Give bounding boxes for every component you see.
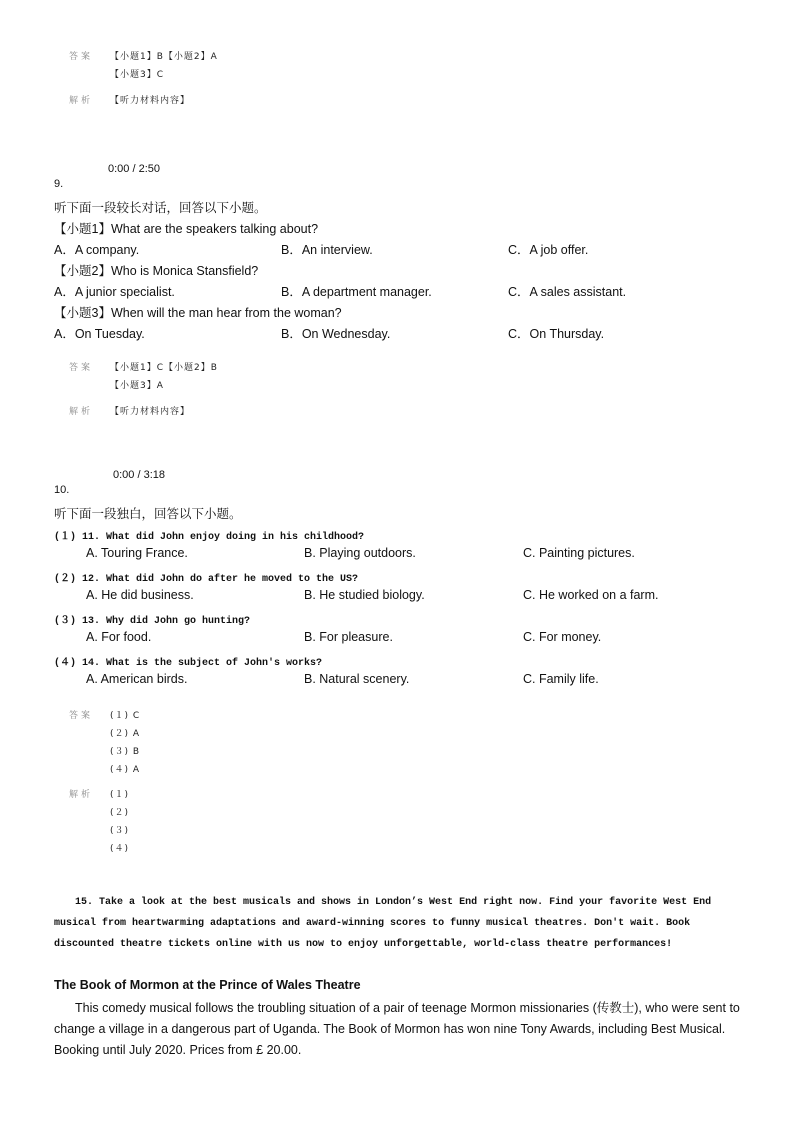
option-b: B. Natural scenery. <box>304 672 410 686</box>
question-instruction: 听下面一段较长对话，回答以下小题。 <box>54 201 267 215</box>
option-a: A. He did business. <box>86 588 194 602</box>
answer-line: 【小题3】A <box>110 381 164 391</box>
section-paragraph: This comedy musical follows the troubling situation of a pair of teenage Mormon missionaries (传教士), who were sent to change a village in a dangerous part of Uganda. The Book of Mormon has won nine Tony Awards, including Best Musical. Booking until July 2020. Prices from £ 20.00. <box>54 1001 740 1057</box>
option-c: C. Painting pictures. <box>523 546 635 560</box>
analysis-label: 解析 <box>69 96 94 106</box>
passage-intro-line: discounted theatre tickets online with us now to enjoy unforgettable, world-class theatre performances! <box>54 939 673 950</box>
analysis-line: (１) <box>110 790 130 800</box>
answer-line: (２) A <box>110 729 141 739</box>
sub-question-prompt: (１) 11. What did John enjoy doing in his childhood? <box>54 532 365 543</box>
analysis-line: (３) <box>110 826 130 836</box>
analysis-line: (４) <box>110 844 130 854</box>
option-a: A. Touring France. <box>86 546 188 560</box>
option-c: C. He worked on a farm. <box>523 588 659 602</box>
option-b: B. Playing outdoors. <box>304 546 416 560</box>
audio-player-time[interactable]: 0:00 / 3:18 <box>113 469 165 481</box>
answer-line: 【小题1】C【小题2】B <box>110 363 218 373</box>
option-a: A．A company. <box>54 243 140 257</box>
analysis-label: 解析 <box>69 407 94 417</box>
option-a: A. American birds. <box>86 672 188 686</box>
answer-line: (１) C <box>110 711 141 721</box>
passage-intro-line: 15. Take a look at the best musicals and shows in London’s West End right now. Find your favorite West End <box>75 897 712 908</box>
sub-question-prompt: 【小题2】Who is Monica Stansfield? <box>54 264 259 278</box>
answer-label: 答案 <box>69 52 94 62</box>
option-c: C．A sales assistant. <box>508 285 627 299</box>
analysis-label: 解析 <box>69 790 94 800</box>
answer-line: 【小题3】C <box>110 70 165 80</box>
passage-intro-line: musical from heartwarming adaptations and award-winning scores to funny musical theatres. Don't wait. Book <box>54 918 691 929</box>
sub-question-prompt: (２) 12. What did John do after he moved to the US? <box>54 574 359 585</box>
answer-line: (４) A <box>110 765 141 775</box>
answer-label: 答案 <box>69 363 94 373</box>
option-a: A. For food. <box>86 630 152 644</box>
sub-question-prompt: (３) 13. Why did John go hunting? <box>54 616 251 627</box>
option-b: B. He studied biology. <box>304 588 425 602</box>
option-c: C. Family life. <box>523 672 599 686</box>
question-number: 9. <box>54 178 64 190</box>
option-a: A．A junior specialist. <box>54 285 175 299</box>
option-b: B．A department manager. <box>281 285 432 299</box>
option-c: C．On Thursday. <box>508 327 605 341</box>
option-c: C．A job offer. <box>508 243 589 257</box>
option-a: A．On Tuesday. <box>54 327 145 341</box>
option-b: B．On Wednesday. <box>281 327 391 341</box>
answer-line: (３) B <box>110 747 141 757</box>
sub-question-prompt: 【小题1】What are the speakers talking about? <box>54 222 319 236</box>
question-instruction: 听下面一段独白，回答以下小题。 <box>54 507 242 521</box>
question-number: 10. <box>54 484 70 496</box>
option-b: B．An interview. <box>281 243 373 257</box>
answer-label: 答案 <box>69 711 94 721</box>
analysis-line: (２) <box>110 808 130 818</box>
sub-question-prompt: 【小题3】When will the man hear from the woman? <box>54 306 342 320</box>
audio-player-time[interactable]: 0:00 / 2:50 <box>108 163 160 175</box>
sub-question-prompt: (４) 14. What is the subject of John's works? <box>54 658 323 669</box>
analysis-line: 【听力材料内容】 <box>110 407 191 417</box>
option-b: B. For pleasure. <box>304 630 393 644</box>
section-title: The Book of Mormon at the Prince of Wales Theatre <box>54 978 361 992</box>
option-c: C. For money. <box>523 630 602 644</box>
answer-line: 【小题1】B【小题2】A <box>110 52 218 62</box>
analysis-line: 【听力材料内容】 <box>110 96 191 106</box>
